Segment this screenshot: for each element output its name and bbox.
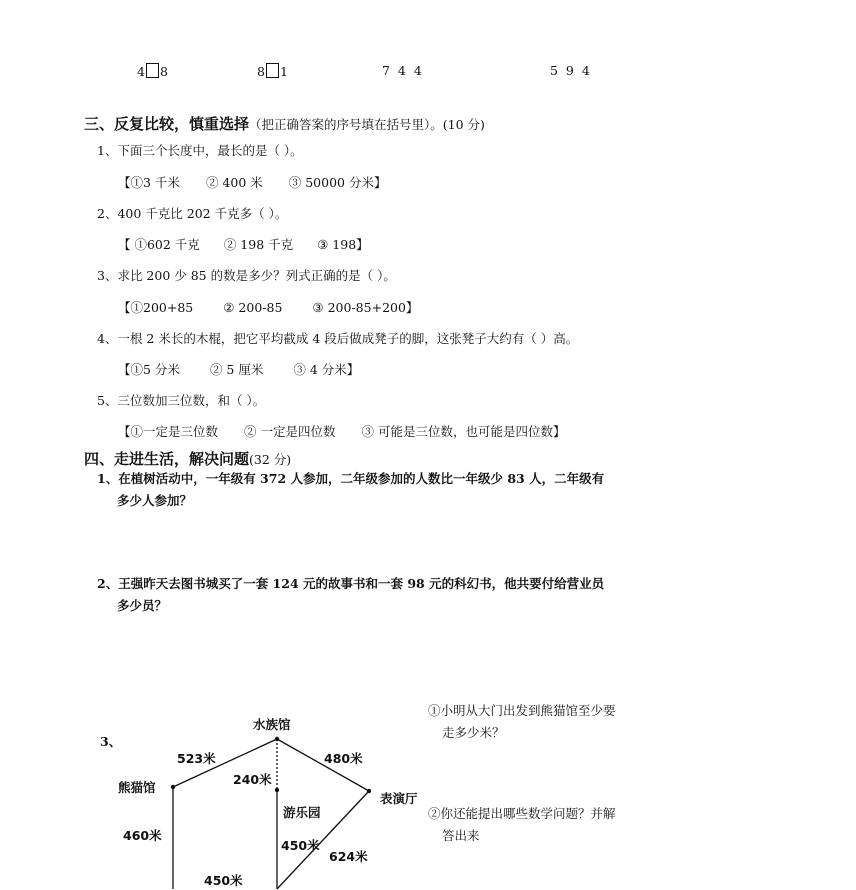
compare-item-4: 5 9 4 bbox=[550, 63, 592, 78]
place-aquarium: 水族馆 bbox=[253, 717, 291, 732]
question-1-options: 【①3 千米 ② 400 米 ③ 50000 分米】 bbox=[118, 175, 387, 190]
question-2: 2、400 千克比 202 千克多（ ）。 bbox=[97, 206, 288, 221]
question-4-options: 【①5 分米 ② 5 厘米 ③ 4 分米】 bbox=[118, 362, 360, 377]
question-5-options: 【①一定是三位数 ② 一定是四位数 ③ 可能是三位数，也可能是四位数】 bbox=[118, 424, 566, 439]
problem-3-number: 3、 bbox=[100, 734, 122, 749]
section3-note: （把正确答案的序号填在括号里）。(10 分) bbox=[249, 117, 485, 132]
distance-panda-aquarium: 523米 bbox=[177, 751, 216, 766]
problem-3-sub2: ②你还能提出哪些数学问题？并解 答出来 bbox=[428, 806, 616, 843]
distance-bottom: 450米 bbox=[204, 873, 243, 888]
compare-item-2: 8 1 bbox=[257, 64, 288, 79]
problem-1: 1、在植树活动中，一年级有 372 人参加，二年级参加的人数比一年级少 83 人，二年级有 多少人参加？ bbox=[97, 471, 605, 508]
distance-playground-down: 450米 bbox=[281, 838, 320, 853]
question-3-options: 【①200+85 ② 200-85 ③ 200-85+200】 bbox=[118, 300, 419, 315]
node-show-hall bbox=[367, 789, 371, 793]
place-panda: 熊猫馆 bbox=[118, 780, 156, 795]
question-3: 3、求比 200 少 85 的数是多少？列式正确的是（ ）。 bbox=[97, 268, 396, 283]
node-aquarium bbox=[275, 737, 279, 741]
section4-heading: 四、走进生活，解决问题(32 分) bbox=[84, 450, 292, 468]
problem-3-sub1: ①小明从大门出发到熊猫馆至少要 走多少米？ bbox=[428, 703, 616, 740]
distance-panda-down: 460米 bbox=[123, 828, 162, 843]
compare-item-1: 4 8 bbox=[137, 64, 168, 79]
distance-aquarium-playground: 240米 bbox=[233, 772, 272, 787]
place-show-hall: 表演厅 bbox=[380, 791, 418, 806]
distance-show-down: 624米 bbox=[329, 849, 368, 864]
question-1: 1、下面三个长度中，最长的是（ ）。 bbox=[97, 143, 303, 158]
node-playground bbox=[275, 788, 279, 792]
compare-item-3: 7 4 4 bbox=[382, 63, 424, 78]
distance-aquarium-show: 480米 bbox=[324, 751, 363, 766]
problem-2: 2、王强昨天去图书城买了一套 124 元的故事书和一套 98 元的科幻书，他共要付给营业员 多少员？ bbox=[97, 576, 605, 613]
section4-note: (32 分) bbox=[249, 452, 292, 467]
question-5: 5、三位数加三位数，和（ ）。 bbox=[97, 393, 266, 408]
question-4: 4、一根 2 米长的木棍，把它平均截成 4 段后做成凳子的脚，这张凳子大约有（ ）高。 bbox=[97, 331, 579, 346]
node-panda bbox=[171, 785, 175, 789]
place-playground: 游乐园 bbox=[283, 805, 321, 820]
question-2-options: 【 ①602 千克 ② 198 千克 ③ 198】 bbox=[118, 237, 369, 252]
section3-heading: 三、反复比较，慎重选择（把正确答案的序号填在括号里）。(10 分) bbox=[84, 115, 485, 133]
